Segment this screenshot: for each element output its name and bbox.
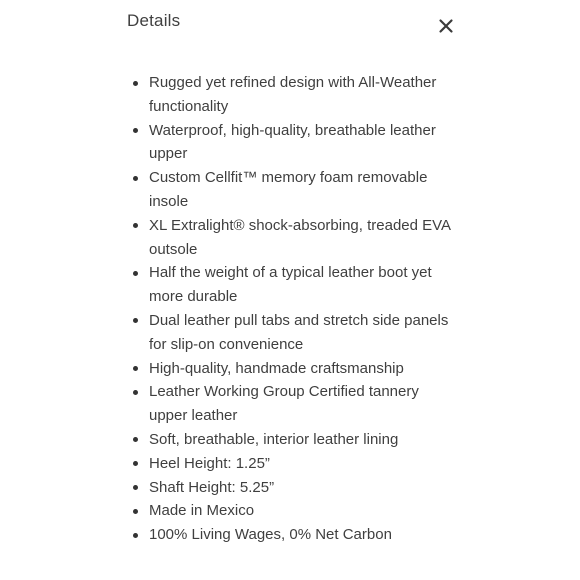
bullet-icon xyxy=(133,271,138,276)
bullet-icon xyxy=(133,533,138,538)
list-item xyxy=(131,428,461,452)
list-item-text: Leather Working Group Certified tannery upper leather xyxy=(149,383,419,425)
bullet-icon xyxy=(133,176,138,181)
list-item-text: Custom Cellfit™ memory foam removable insole xyxy=(149,169,428,210)
list-item-text: Waterproof, high-quality, breathable leather upper xyxy=(149,121,436,163)
list-item-text: Made in Mexico xyxy=(149,502,255,520)
bullet-icon xyxy=(133,223,138,228)
list-item-text: Half the weight of a typical leather boot yet more durable xyxy=(149,264,432,306)
bullet-icon xyxy=(133,366,138,371)
list-item xyxy=(131,357,461,381)
details-list xyxy=(131,71,461,547)
bullet-icon xyxy=(133,128,138,133)
list-item-text: Heel Height: 1.25” xyxy=(149,454,270,472)
panel-title: Details xyxy=(127,11,181,30)
list-item xyxy=(131,452,461,476)
close-icon xyxy=(434,14,458,38)
list-item xyxy=(131,166,461,214)
bullet-icon xyxy=(133,81,138,86)
bullet-icon xyxy=(133,318,138,323)
list-item xyxy=(131,309,461,357)
bullet-icon xyxy=(133,390,138,395)
bullet-icon xyxy=(133,461,138,466)
list-item xyxy=(131,499,461,523)
list-item xyxy=(131,523,461,547)
list-item-text: Shaft Height: 5.25” xyxy=(149,478,275,496)
list-item xyxy=(131,261,461,309)
list-item xyxy=(131,119,461,167)
list-item xyxy=(131,476,461,500)
list-item xyxy=(131,380,461,428)
list-item xyxy=(131,214,461,262)
list-item-text: High-quality, handmade craftsmanship xyxy=(149,359,404,377)
list-item-text: Rugged yet refined design with All-Weather functionality xyxy=(149,74,437,115)
list-item-text: 100% Living Wages, 0% Net Carbon xyxy=(149,526,392,544)
list-item-text: Dual leather pull tabs and stretch side panels for slip-on convenience xyxy=(149,311,449,353)
list-item-text: XL Extralight® shock-absorbing, treaded EVA outsole xyxy=(149,216,451,258)
close-button[interactable] xyxy=(434,14,458,38)
list-item-text: Soft, breathable, interior leather lining xyxy=(149,430,399,448)
list-item xyxy=(131,71,461,119)
bullet-icon xyxy=(133,509,138,514)
bullet-icon xyxy=(133,485,138,490)
bullet-icon xyxy=(133,437,138,442)
